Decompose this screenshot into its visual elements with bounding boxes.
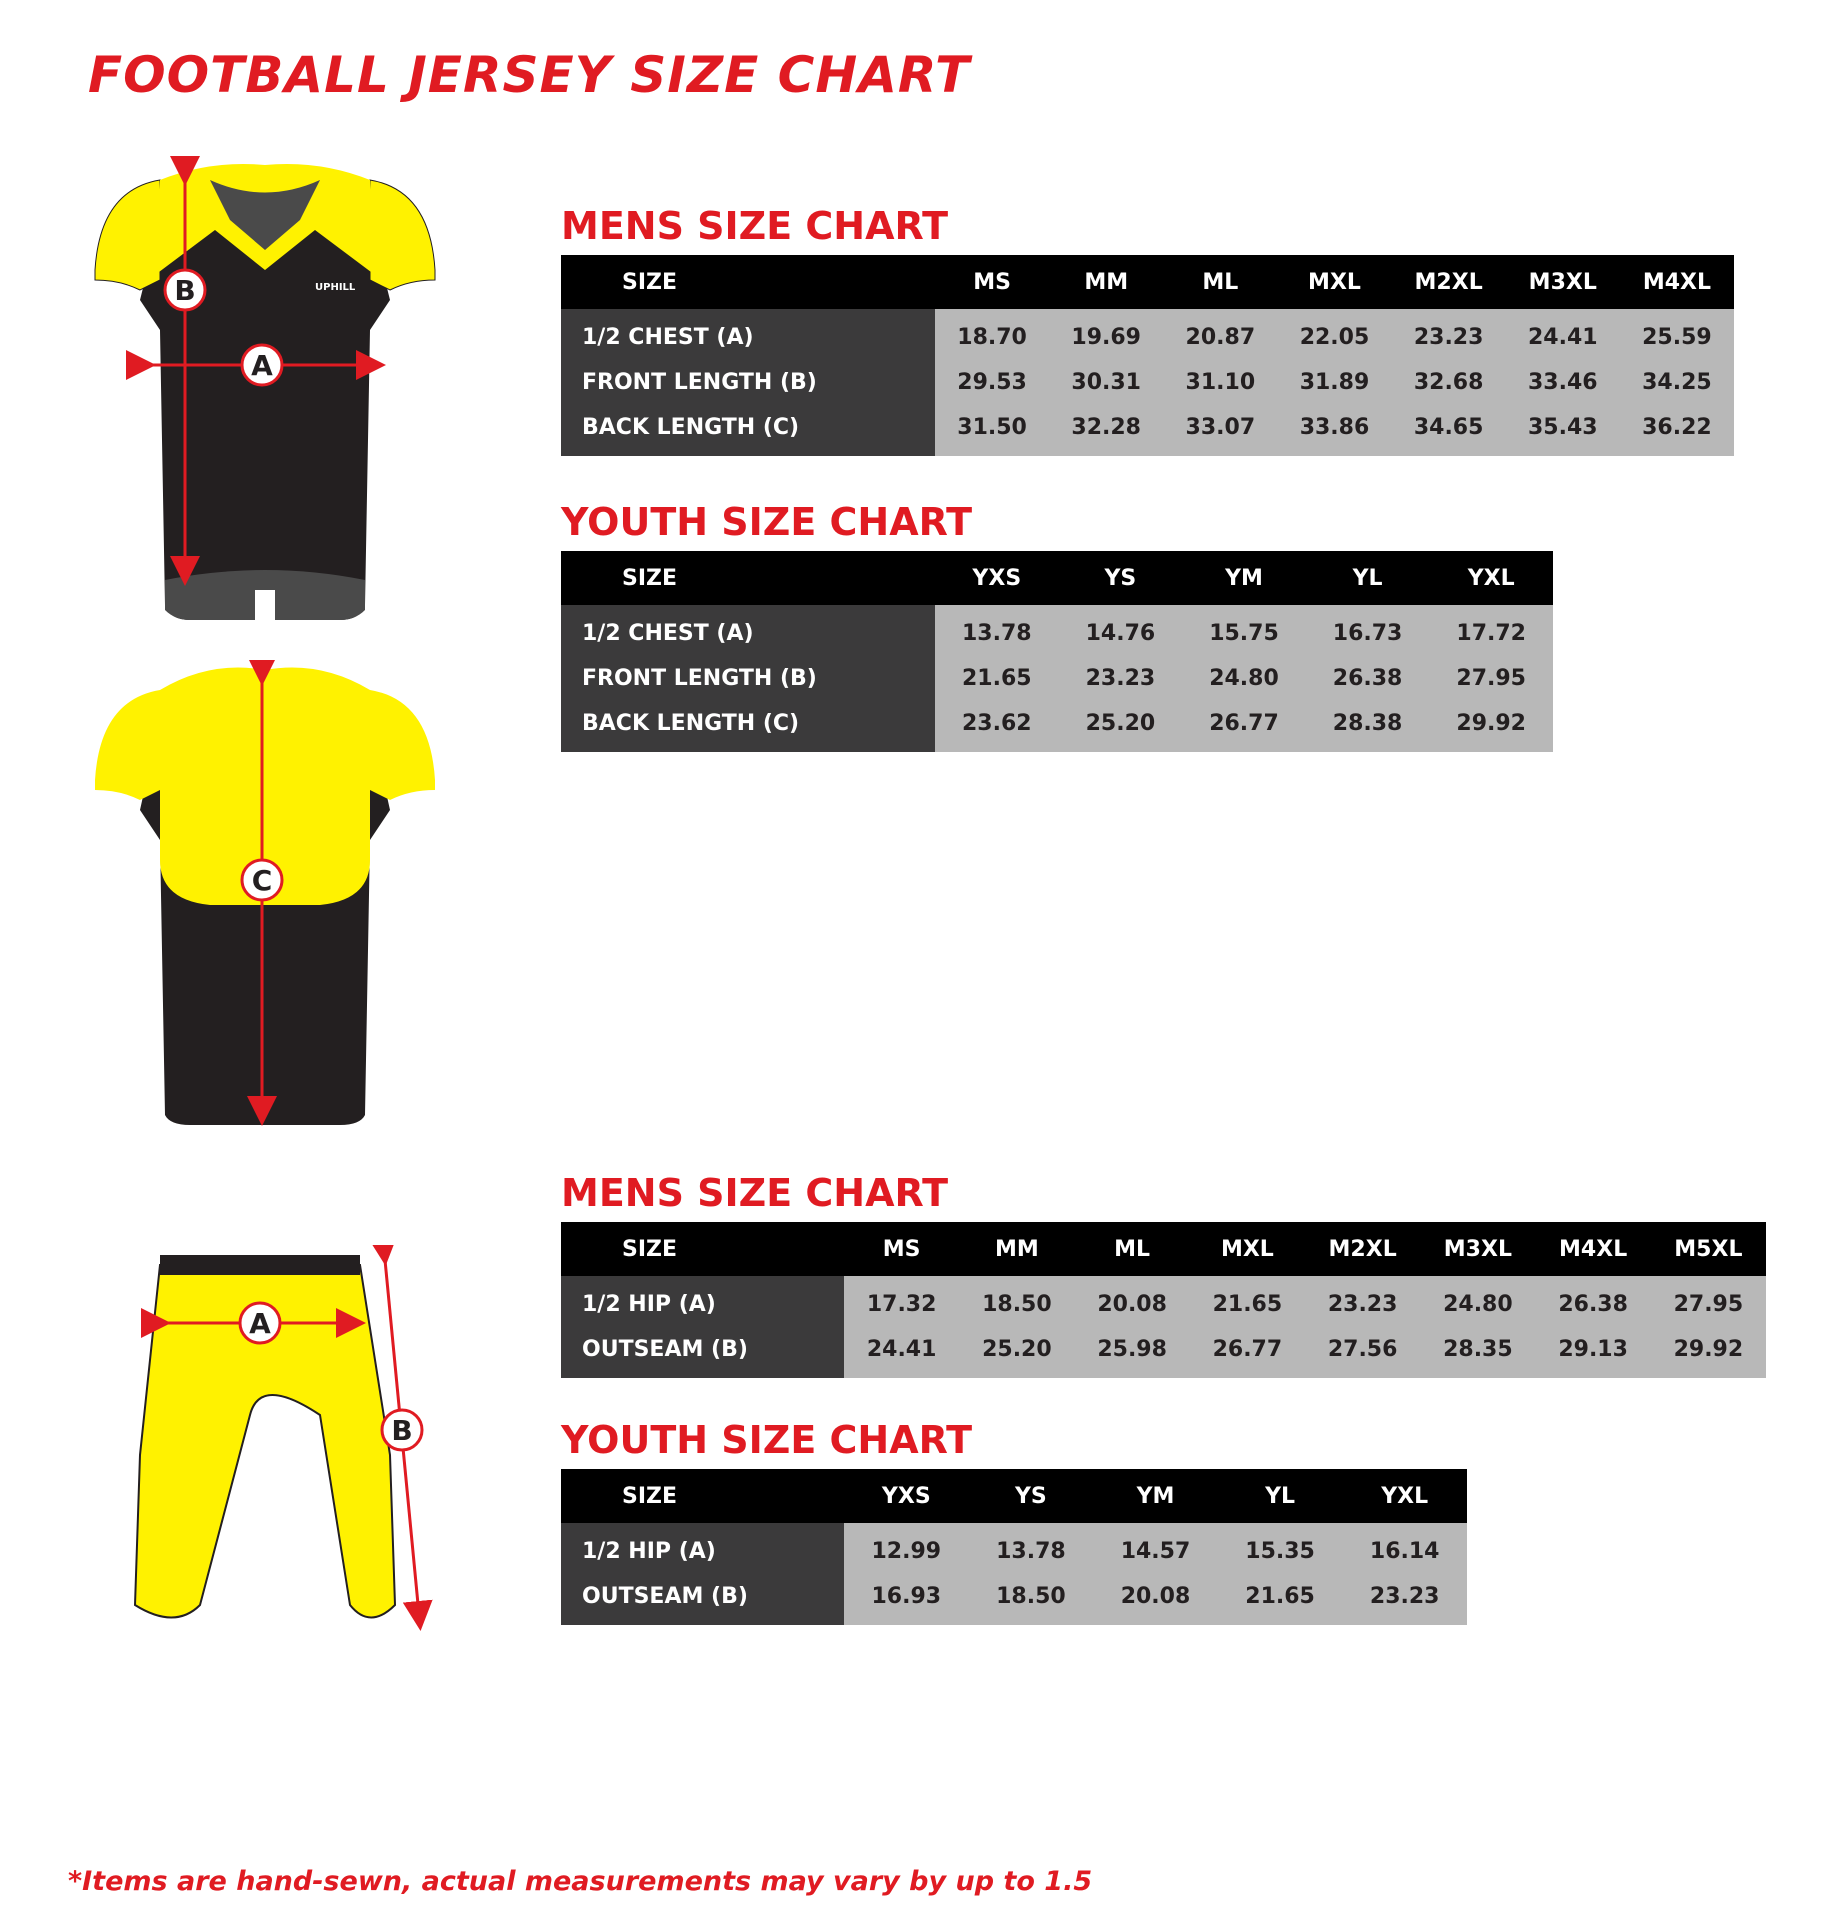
measurement-cell: 24.80 <box>1182 656 1306 701</box>
size-column-header: MXL <box>1277 255 1391 309</box>
size-column-header: MS <box>935 255 1049 309</box>
measurement-cell: 21.65 <box>1218 1574 1343 1625</box>
measurement-cell: 26.38 <box>1306 656 1430 701</box>
measurement-cell: 25.59 <box>1620 309 1734 360</box>
size-header-label: SIZE <box>561 551 935 605</box>
size-column-header: MM <box>1049 255 1163 309</box>
size-column-header: M3XL <box>1420 1222 1535 1276</box>
measurement-cell: 12.99 <box>844 1523 969 1574</box>
measurement-cell: 21.65 <box>1190 1276 1305 1327</box>
jersey-youth-table <box>561 551 1553 752</box>
measurement-cell: 27.56 <box>1305 1327 1420 1378</box>
measurement-cell: 14.76 <box>1059 605 1183 656</box>
measurement-cell: 15.75 <box>1182 605 1306 656</box>
label-b: B <box>174 274 196 307</box>
measurement-cell: 18.50 <box>959 1276 1074 1327</box>
size-column-header: YS <box>969 1469 1094 1523</box>
measurement-cell: 29.53 <box>935 360 1049 405</box>
size-header-label: SIZE <box>561 255 935 309</box>
table-row <box>561 1276 1766 1327</box>
measurement-cell: 30.31 <box>1049 360 1163 405</box>
jersey-youth-title: YOUTH SIZE CHART <box>561 500 973 544</box>
measurement-cell: 28.38 <box>1306 701 1430 752</box>
measurement-cell: 29.92 <box>1651 1327 1766 1378</box>
measurement-cell: 24.41 <box>844 1327 959 1378</box>
table-row <box>561 701 1553 752</box>
measurement-cell: 17.72 <box>1429 605 1553 656</box>
measurement-cell: 34.25 <box>1620 360 1734 405</box>
measurement-cell: 13.78 <box>969 1523 1094 1574</box>
table-row <box>561 405 1734 456</box>
size-column-header: YL <box>1306 551 1430 605</box>
table-row <box>561 1574 1467 1625</box>
size-column-header: M4XL <box>1620 255 1734 309</box>
row-label: FRONT LENGTH (B) <box>561 656 935 701</box>
row-label: BACK LENGTH (C) <box>561 701 935 752</box>
table-row <box>561 309 1734 360</box>
measurement-cell: 18.70 <box>935 309 1049 360</box>
measurement-cell: 13.78 <box>935 605 1059 656</box>
size-column-header: YXL <box>1429 551 1553 605</box>
measurement-cell: 25.98 <box>1075 1327 1190 1378</box>
measurement-cell: 31.50 <box>935 405 1049 456</box>
row-label: OUTSEAM (B) <box>561 1574 844 1625</box>
size-column-header: YXL <box>1342 1469 1467 1523</box>
measurement-cell: 21.65 <box>935 656 1059 701</box>
measurement-cell: 31.10 <box>1163 360 1277 405</box>
measurement-cell: 24.80 <box>1420 1276 1535 1327</box>
label-c: C <box>251 864 273 897</box>
measurement-cell: 34.65 <box>1392 405 1506 456</box>
label-a: A <box>251 349 273 382</box>
size-column-header: YXS <box>844 1469 969 1523</box>
measurement-cell: 17.32 <box>844 1276 959 1327</box>
size-column-header: YM <box>1182 551 1306 605</box>
measurement-cell: 22.05 <box>1277 309 1391 360</box>
label-b: B <box>391 1414 413 1447</box>
size-column-header: MXL <box>1190 1222 1305 1276</box>
size-column-header: M2XL <box>1305 1222 1420 1276</box>
measurement-cell: 33.46 <box>1506 360 1620 405</box>
table-row <box>561 360 1734 405</box>
measurement-cell: 32.68 <box>1392 360 1506 405</box>
measurement-cell: 15.35 <box>1218 1523 1343 1574</box>
measurement-cell: 31.89 <box>1277 360 1391 405</box>
measurement-cell: 26.77 <box>1182 701 1306 752</box>
measurement-cell: 19.69 <box>1049 309 1163 360</box>
row-label: 1/2 HIP (A) <box>561 1523 844 1574</box>
measurement-cell: 23.23 <box>1392 309 1506 360</box>
size-header-label: SIZE <box>561 1222 844 1276</box>
measurement-cell: 27.95 <box>1651 1276 1766 1327</box>
measurement-cell: 27.95 <box>1429 656 1553 701</box>
table-row <box>561 1327 1766 1378</box>
size-column-header: MM <box>959 1222 1074 1276</box>
measurement-cell: 35.43 <box>1506 405 1620 456</box>
measurement-cell: 29.92 <box>1429 701 1553 752</box>
measurement-cell: 18.50 <box>969 1574 1094 1625</box>
label-a: A <box>249 1307 271 1340</box>
pants-youth-title: YOUTH SIZE CHART <box>561 1418 973 1462</box>
size-column-header: ML <box>1163 255 1277 309</box>
page-title: FOOTBALL JERSEY SIZE CHART <box>88 46 971 104</box>
size-column-header: YL <box>1218 1469 1343 1523</box>
measurement-cell: 20.08 <box>1093 1574 1218 1625</box>
measurement-cell: 28.35 <box>1420 1327 1535 1378</box>
row-label: BACK LENGTH (C) <box>561 405 935 456</box>
jersey-front-illustration <box>90 150 440 640</box>
measurement-cell: 24.41 <box>1506 309 1620 360</box>
jersey-mens-title: MENS SIZE CHART <box>561 204 948 248</box>
measurement-cell: 25.20 <box>959 1327 1074 1378</box>
measurement-cell: 29.13 <box>1536 1327 1651 1378</box>
pants-illustration <box>120 1245 450 1635</box>
size-header-label: SIZE <box>561 1469 844 1523</box>
row-label: 1/2 HIP (A) <box>561 1276 844 1327</box>
pants-mens-title: MENS SIZE CHART <box>561 1171 948 1215</box>
size-column-header: M5XL <box>1651 1222 1766 1276</box>
size-column-header: M4XL <box>1536 1222 1651 1276</box>
measurement-cell: 33.07 <box>1163 405 1277 456</box>
row-label: 1/2 CHEST (A) <box>561 309 935 360</box>
table-row <box>561 656 1553 701</box>
pants-mens-table <box>561 1222 1766 1378</box>
size-column-header: YM <box>1093 1469 1218 1523</box>
measurement-cell: 16.14 <box>1342 1523 1467 1574</box>
measurement-cell: 23.62 <box>935 701 1059 752</box>
measurement-cell: 14.57 <box>1093 1523 1218 1574</box>
pants-youth-table <box>561 1469 1467 1625</box>
jersey-mens-table <box>561 255 1734 456</box>
size-column-header: MS <box>844 1222 959 1276</box>
row-label: OUTSEAM (B) <box>561 1327 844 1378</box>
size-column-header: M3XL <box>1506 255 1620 309</box>
measurement-cell: 32.28 <box>1049 405 1163 456</box>
table-row <box>561 1523 1467 1574</box>
row-label: 1/2 CHEST (A) <box>561 605 935 656</box>
measurement-cell: 36.22 <box>1620 405 1734 456</box>
size-column-header: YS <box>1059 551 1183 605</box>
size-column-header: ML <box>1075 1222 1190 1276</box>
jersey-back-illustration <box>90 660 440 1140</box>
measurement-cell: 25.20 <box>1059 701 1183 752</box>
brand-logo-text: UPHILL <box>315 282 356 293</box>
measurement-cell: 23.23 <box>1059 656 1183 701</box>
table-row <box>561 605 1553 656</box>
measurement-cell: 20.08 <box>1075 1276 1190 1327</box>
measurement-cell: 23.23 <box>1305 1276 1420 1327</box>
size-column-header: YXS <box>935 551 1059 605</box>
measurement-cell: 26.38 <box>1536 1276 1651 1327</box>
measurement-cell: 16.73 <box>1306 605 1430 656</box>
measurement-cell: 26.77 <box>1190 1327 1305 1378</box>
measurement-cell: 23.23 <box>1342 1574 1467 1625</box>
measurement-cell: 20.87 <box>1163 309 1277 360</box>
row-label: FRONT LENGTH (B) <box>561 360 935 405</box>
measurement-cell: 16.93 <box>844 1574 969 1625</box>
footnote: *Items are hand-sewn, actual measurements may vary by up to 1.5 <box>68 1866 1093 1897</box>
measurement-cell: 33.86 <box>1277 405 1391 456</box>
size-column-header: M2XL <box>1392 255 1506 309</box>
